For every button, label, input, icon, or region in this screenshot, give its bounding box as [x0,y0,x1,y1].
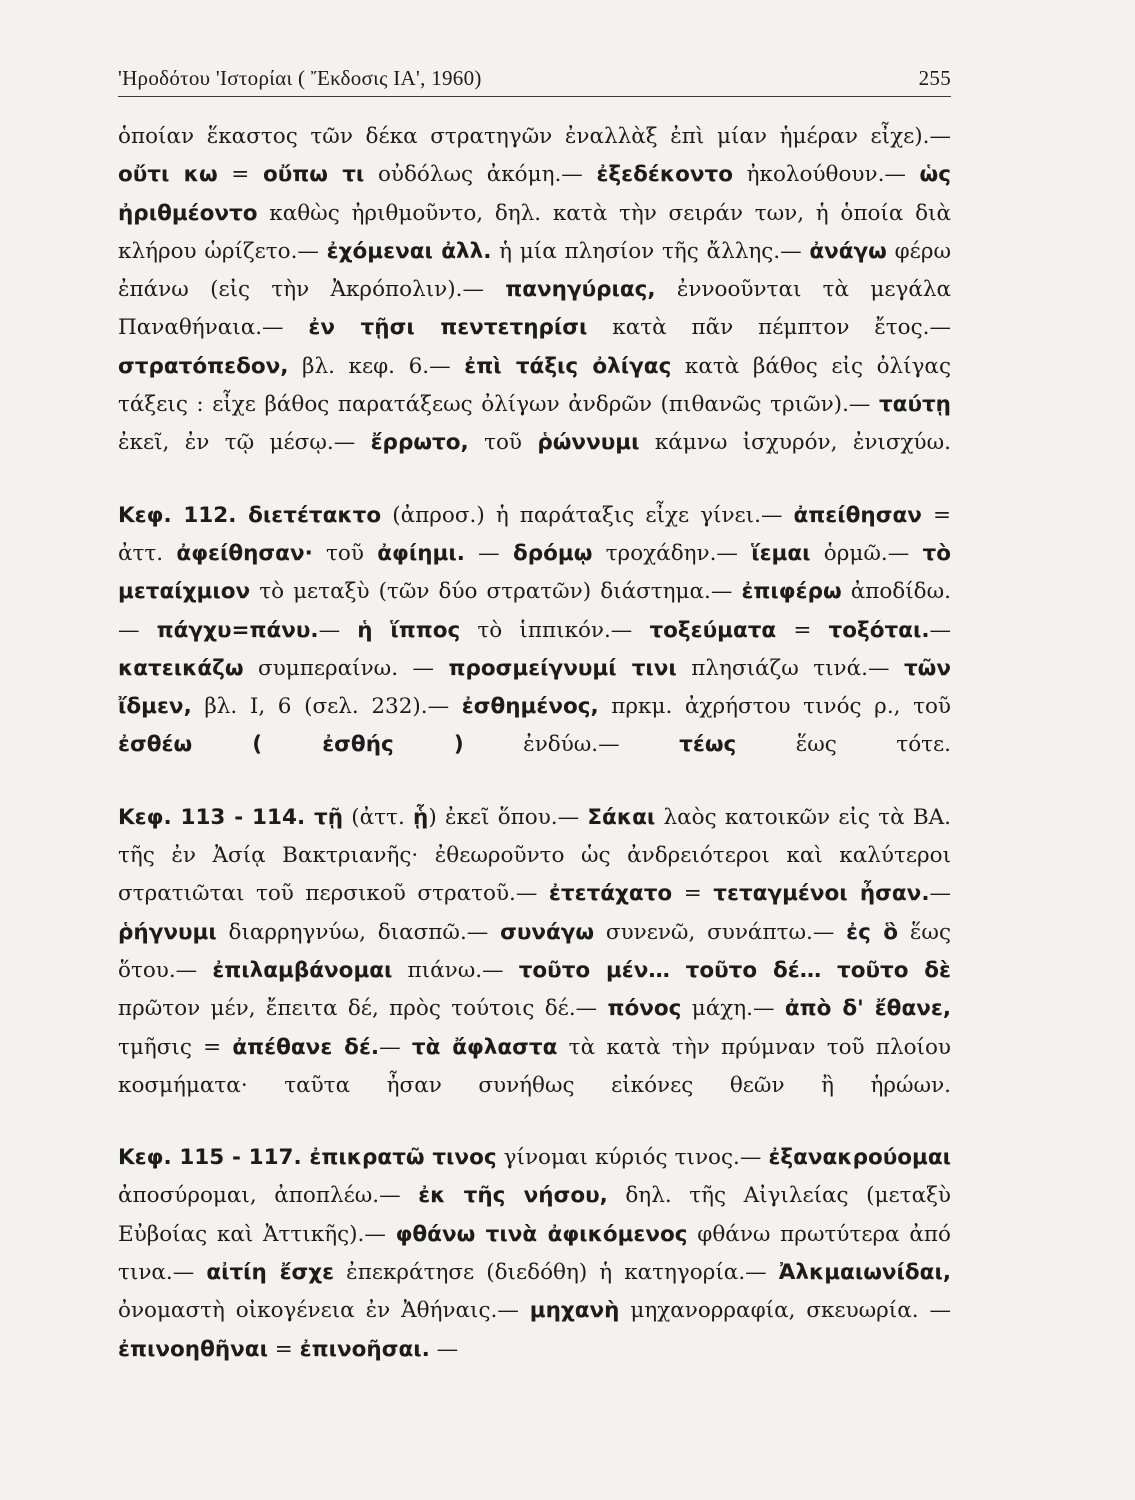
gloss-text: ἕως ὅτου.— [118,919,951,983]
gloss-text: πρῶτον μέν, ἔπειτα δέ, πρὸς τούτοις δέ.— [118,996,608,1022]
lemma-term: ὡς ἠριθμέοντο [118,162,951,226]
gloss-text: — [464,540,513,566]
lemma-term: πάγχυ=πάνυ. [156,617,319,643]
gloss-text: τοῦ [312,540,378,566]
lemma-term: αἰτίη ἔσχε [206,1260,335,1286]
lemma-term: στρατόπεδον, [118,353,289,379]
gloss-text: τὸ ἱππικόν.— [460,617,650,643]
lemma-term: Κεφ. 113 - 114. τῇ [118,804,344,830]
lemma-term: συνάγω [500,919,595,945]
commentary-text [118,118,951,1369]
lemma-term: ἐς ὃ [846,919,899,945]
lemma-term: τέως [679,732,737,758]
gloss-text: ὀνομαστὴ οἰκογένεια ἐν Ἀθήναις.— [118,1298,530,1324]
lemma-term: ταύτῃ [878,392,951,418]
lemma-term: τοξεύματα [649,617,777,643]
gloss-text: = ἀττ. [118,502,951,566]
gloss-text: — [929,881,951,907]
lemma-term: Κεφ. 112. διετέτακτο [118,502,382,528]
lemma-term: τὸ μεταίχμιον [118,540,952,605]
gloss-text: — [429,1336,459,1362]
lemma-term: ἐπὶ τάξις ὀλίγας [464,353,672,379]
paragraph [118,118,951,463]
gloss-text: ἕως τότε. [736,732,952,758]
paragraph [118,799,951,1105]
lemma-term: τεταγμένοι ἦσαν. [713,881,930,907]
gloss-text: ἐκεῖ, ἐν τῷ μέσῳ.— [118,430,371,456]
paragraph-gap [118,765,951,799]
lemma-term: ἐσθημένος, [461,694,599,720]
paragraph [118,497,951,765]
lemma-term: ἀπέθανε δέ. [232,1034,380,1060]
gloss-text: οὐδόλως ἀκόμη.— [364,162,597,188]
lemma-term: τοῦτο μέν… τοῦτο δέ… τοῦτο δὲ [518,957,951,983]
lemma-term: ἀπείθησαν [793,502,922,528]
gloss-text: ἐπεκράτησε (διεδόθη) ἡ κατηγορία.— [334,1260,779,1286]
gloss-text: διαρρηγνύω, διασπῶ.— [216,919,501,945]
gloss-text: φθάνω πρωτύτερα ἀπό τινα.— [118,1221,951,1286]
lemma-term: πόνος [607,996,682,1022]
lemma-term: Ἀλκμαιωνίδαι, [778,1260,951,1286]
gloss-text: τροχάδην.— [592,540,752,566]
gloss-text: ἐννοοῦνται τὰ μεγάλα Παναθήναια.— [118,277,951,341]
lemma-term: ἐκ τῆς νήσου, [418,1183,608,1209]
gloss-text: τὰ κατὰ τὴν πρύμναν τοῦ πλοίου κοσμήματα· ταῦτα ἦσαν συνήθως εἰκόνες θεῶν ἢ ἡρώων. [118,1034,951,1098]
lemma-term: ἐπινοηθῆναι [118,1336,268,1362]
lemma-term: ἵεμαι [751,540,811,566]
lemma-term: τῶν ἴδμεν, [118,655,952,720]
gloss-text: ὁρμῶ.— [810,540,923,566]
gloss-text: συνενῶ, συνάπτω.— [594,919,847,945]
lemma-term: ἐτετάχατο [548,881,673,907]
gloss-text: — [929,617,952,643]
gloss-text: φέρω ἐπάνω (εἰς τὴν Ἀκρόπολιν).— [118,238,951,303]
lemma-term: ἀφείθησαν· [176,540,313,566]
lemma-term: οὔτι κω [118,162,218,188]
lemma-term: ἐξεδέκοντο [596,162,733,188]
gloss-text: κατὰ βάθος εἰς ὀλίγας τάξεις : εἶχε βάθος παρατάξεως ὀλίγων ἀνδρῶν (πιθανῶς τριῶν).— [118,353,951,418]
lemma-term: πανηγύριας, [505,277,656,303]
gloss-text: δηλ. τῆς Αἰγιλείας (μεταξὺ Εὐβοίας καὶ Ἀττικῆς).— [118,1183,951,1247]
paragraph [118,1139,951,1369]
lemma-term: ῥώννυμι [537,430,640,456]
lemma-term: ἀνάγω [809,238,887,264]
lemma-term: οὔπω τι [262,162,365,188]
running-head [118,66,951,91]
gloss-text: καθὼς ἠριθμοῦντο, δηλ. κατὰ τὴν σειράν των, ἡ ὁποία διὰ κλήρου ὡρίζετο.— [118,200,951,264]
lemma-term: ἐν τῇσι πεντετηρίσι [308,315,588,341]
gloss-text: κατὰ πᾶν πέμπτον ἔτος.— [587,315,951,341]
running-title: 'Ηροδότου 'Ιστορίαι ( Ἔκδοσις ΙΑ', 1960) [118,66,482,90]
lemma-term: ᾗ [413,804,429,830]
lemma-term: δρόμῳ [512,540,593,566]
gloss-text: πλησιάζω τινά.— [676,655,904,681]
gloss-text: λαὸς κατοικῶν εἰς τὰ ΒΑ. τῆς ἐν Ἀσίᾳ Βακτριανῆς· ἐθεωροῦντο ὡς ἀνδρειότεροι καὶ καλύτεροι στρατιῶται τοῦ περσικοῦ στρατοῦ.— [118,804,951,907]
gloss-text: = [267,1336,300,1362]
gloss-text: (ἀττ. [343,804,414,830]
lemma-term: ἐσθέω ( ἐσθής ) [118,732,464,758]
page-number: 255 [918,66,951,90]
lemma-term: ἐπιφέρω [741,579,842,605]
gloss-text: γίνομαι κύριός τινος.— [496,1145,769,1171]
lemma-term: μηχανὴ [529,1298,620,1324]
gloss-text: μάχη.— [681,996,785,1022]
gloss-text: — [318,617,358,643]
lemma-term: ἐξανακρούομαι [768,1145,951,1171]
lemma-term: ἐπιλαμβάνομαι [212,957,393,983]
lemma-term: ῥήγνυμι [118,919,217,945]
gloss-text: = [672,881,714,907]
gloss-text: ἡ μία πλησίον τῆς ἄλλης.— [491,238,810,264]
lemma-term: κατεικάζω [118,655,244,681]
lemma-term: ἔρρωτο, [370,430,469,456]
gloss-text: μηχανορραφία, σκευωρία. — [619,1298,951,1324]
paragraph-gap [118,463,951,497]
lemma-term: τὰ ἄφλαστα [411,1034,558,1060]
gloss-text: βλ. Ι, 6 (σελ. 232).— [191,694,462,720]
paragraph-gap [118,1105,951,1139]
gloss-text: ) ἐκεῖ ὅπου.— [428,804,588,830]
lemma-term: τοξόται. [828,617,930,643]
gloss-text: — [379,1034,412,1060]
gloss-text: πρκμ. ἀχρήστου τινός ρ., τοῦ [598,694,952,720]
gloss-text: (ἀπροσ.) ἡ παράταξις εἶχε γίνει.— [381,502,794,528]
gloss-text: τὸ μεταξὺ (τῶν δύο στρατῶν) διάστημα.— [250,579,742,605]
gloss-text: συμπεραίνω. — [243,655,449,681]
gloss-text: ὁποίαν ἕκαστος τῶν δέκα στρατηγῶν ἐναλλὰξ ἐπὶ μίαν ἡμέραν εἶχε).— [118,124,951,149]
lemma-term: φθάνω τινὰ ἀφικόμενος [395,1221,688,1247]
gloss-text: πιάνω.— [392,957,519,983]
lemma-term: Σάκαι [587,804,656,830]
lemma-term: Κεφ. 115 - 117. ἐπικρατῶ τινος [118,1145,497,1171]
lemma-term: ἀφίημι. [377,540,465,566]
lemma-term: προσμείγνυμί τινι [448,655,677,681]
gloss-text: ἐνδύω.— [463,732,680,758]
gloss-text: κάμνω ἰσχυρόν, ἐνισχύω. [639,430,951,456]
header-rule [118,96,951,97]
gloss-text: βλ. κεφ. 6.— [288,353,465,379]
gloss-text: τοῦ [468,430,538,456]
gloss-text: ἀποδίδω.— [118,579,951,643]
lemma-term: ἡ ἵππος [357,617,461,643]
gloss-text: = [217,162,263,188]
gloss-text: τμῆσις = [118,1034,233,1060]
lemma-term: ἐπινοῆσαι. [299,1336,430,1362]
gloss-text: ἠκολούθουν.— [733,162,920,188]
gloss-text: = [776,617,829,643]
gloss-text: ἀποσύρομαι, ἀποπλέω.— [118,1183,419,1209]
lemma-term: ἀπὸ δ' ἔθανε, [784,996,951,1022]
lemma-term: ἐχόμεναι ἀλλ. [326,238,492,264]
